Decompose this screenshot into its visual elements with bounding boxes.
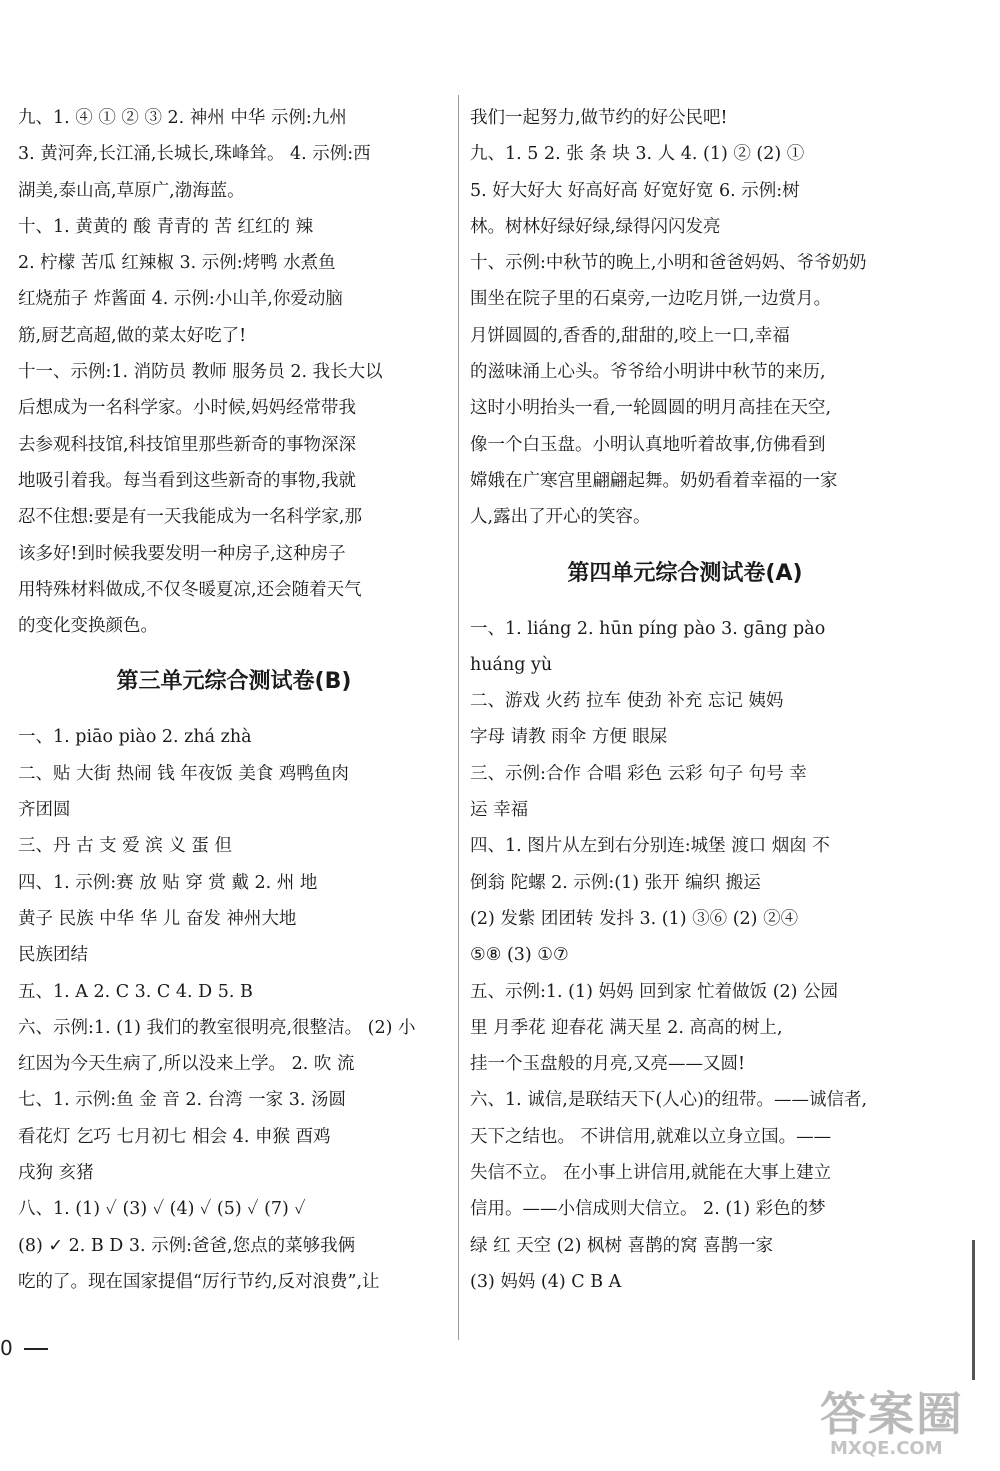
left-column	[18, 100, 450, 1300]
answer-line: 筋,厨艺高超,做的菜太好吃了!	[18, 325, 247, 346]
answer-line: 三、丹 古 支 爱 滨 义 蛋 但	[18, 836, 232, 857]
answer-line: 的变化变换颜色。	[18, 616, 158, 637]
answer-line: 挂一个玉盘般的月亮,又亮——又圆!	[470, 1054, 746, 1075]
answer-line: (2) 发紫 团团转 发抖 3. (1) ③⑥ (2) ②④	[470, 908, 799, 929]
answer-line: 看花灯 乞巧 七月初七 相会 4. 申猴 酉鸡	[18, 1126, 331, 1147]
answer-line: 倒翁 陀螺 2. 示例:(1) 张开 编织 搬运	[470, 872, 761, 893]
section-heading: 第三单元综合测试卷(B)	[116, 669, 352, 695]
answer-line: 一、1. piāo piào 2. zhá zhà	[18, 727, 252, 748]
answer-line: 六、1. 诚信,是联结天下(人心)的纽带。——诚信者,	[470, 1090, 868, 1111]
answer-line: 五、示例:1. (1) 妈妈 回到家 忙着做饭 (2) 公园	[470, 981, 839, 1002]
answer-line: 运 幸福	[470, 800, 529, 821]
page-number-rule	[24, 1348, 48, 1350]
answer-line: 七、1. 示例:鱼 金 音 2. 台湾 一家 3. 汤圆	[18, 1090, 346, 1111]
answer-line: 黄子 民族 中华 华 儿 奋发 神州大地	[18, 908, 297, 929]
answer-line: 2. 柠檬 苦瓜 红辣椒 3. 示例:烤鸭 水煮鱼	[18, 253, 336, 274]
answer-line: 二、贴 大街 热闹 钱 年夜饭 美食 鸡鸭鱼肉	[18, 763, 349, 784]
answer-line: 的滋味涌上心头。爷爷给小明讲中秋节的来历,	[470, 362, 826, 383]
answer-line: (3) 妈妈 (4) C B A	[470, 1271, 622, 1292]
right-column	[470, 100, 900, 1300]
column-divider	[458, 95, 459, 1340]
answer-line: 字母 请教 雨伞 方便 眼屎	[470, 727, 668, 748]
watermark-logo: 答案圈	[820, 1387, 964, 1441]
answer-line: 后想成为一名科学家。小时候,妈妈经常带我	[18, 398, 357, 419]
answer-line: 林。树林好绿好绿,绿得闪闪发亮	[470, 216, 721, 237]
answer-line: 红因为今天生病了,所以没来上学。 2. 吹 流	[18, 1054, 355, 1075]
answer-line: 3. 黄河奔,长江涌,长城长,珠峰耸。 4. 示例:西	[18, 144, 371, 165]
answer-line: 天下之结也。 不讲信用,就难以立身立国。——	[470, 1126, 832, 1147]
answer-line: 去参观科技馆,科技馆里那些新奇的事物深深	[18, 434, 357, 455]
answer-line: 民族团结	[18, 945, 88, 966]
answer-line: 红烧茄子 炸酱面 4. 示例:小山羊,你爱动脑	[18, 289, 343, 310]
answer-line: 信用。——小信成则大信立。 2. (1) 彩色的梦	[470, 1199, 826, 1220]
answer-line: 这时小明抬头一看,一轮圆圆的明月高挂在天空,	[470, 398, 832, 419]
answer-line: 绿 红 天空 (2) 枫树 喜鹊的窝 喜鹊一家	[470, 1235, 774, 1256]
watermark-url: MXQE.COM	[830, 1438, 943, 1459]
answer-line: 5. 好大好大 好高好高 好宽好宽 6. 示例:树	[470, 180, 800, 201]
answer-line: 十、1. 黄黄的 酸 青青的 苦 红红的 辣	[18, 216, 314, 237]
answer-line: 齐团圆	[18, 800, 71, 821]
answer-line: 人,露出了开心的笑容。	[470, 507, 651, 528]
answer-line: 围坐在院子里的石桌旁,一边吃月饼,一边赏月。	[470, 289, 832, 310]
answer-line: 用特殊材料做成,不仅冬暖夏凉,还会随着天气	[18, 579, 362, 600]
answer-line: 像一个白玉盘。小明认真地听着故事,仿佛看到	[470, 434, 826, 455]
answer-line: 二、游戏 火药 拉车 使劲 补充 忘记 姨妈	[470, 691, 784, 712]
answer-line: 嫦娥在广寒宫里翩翩起舞。奶奶看着幸福的一家	[470, 470, 838, 491]
answer-line: 十、示例:中秋节的晚上,小明和爸爸妈妈、爷爷奶奶	[470, 253, 867, 274]
answer-line: 我们一起努力,做节约的好公民吧!	[470, 108, 728, 128]
answer-line: 湖美,泰山高,草原广,渤海蓝。	[18, 180, 245, 201]
answer-line: 月饼圆圆的,香香的,甜甜的,咬上一口,幸福	[470, 325, 790, 346]
answer-line: (8) ✓ 2. B D 3. 示例:爸爸,您点的菜够我俩	[18, 1235, 356, 1256]
answer-line: 四、1. 示例:赛 放 贴 穿 赏 戴 2. 州 地	[18, 872, 318, 893]
answer-line: 该多好!到时候我要发明一种房子,这种房子	[18, 543, 346, 564]
answer-line: 一、1. liáng 2. hūn píng pào 3. gāng pào	[470, 618, 826, 639]
answer-line: huáng yù	[470, 654, 553, 675]
page-edge-mark	[972, 1240, 975, 1380]
answer-line: ⑤⑧ (3) ①⑦	[470, 945, 569, 966]
answer-line: 四、1. 图片从左到右分别连:城堡 渡口 烟囱 不	[470, 836, 830, 857]
answer-line: 十一、示例:1. 消防员 教师 服务员 2. 我长大以	[18, 362, 383, 383]
answer-line: 九、1. 5 2. 张 条 块 3. 人 4. (1) ② (2) ①	[470, 144, 805, 165]
answer-line: 三、示例:合作 合唱 彩色 云彩 句子 句号 幸	[470, 763, 807, 784]
answer-line: 戌狗 亥猪	[18, 1163, 94, 1184]
answer-line: 地吸引着我。每当看到这些新奇的事物,我就	[18, 470, 357, 491]
answer-line: 六、示例:1. (1) 我们的教室很明亮,很整洁。 (2) 小	[18, 1017, 416, 1038]
watermark	[810, 1378, 995, 1468]
answer-line: 里 月季花 迎春花 满天星 2. 高高的树上,	[470, 1017, 783, 1038]
answer-line: 九、1. ④ ① ② ③ 2. 神州 中华 示例:九州	[18, 108, 347, 128]
section-heading: 第四单元综合测试卷(A)	[567, 560, 803, 586]
answer-line: 失信不立。 在小事上讲信用,就能在大事上建立	[470, 1163, 832, 1184]
answer-line: 忍不住想:要是有一天我能成为一名科学家,那	[18, 507, 362, 528]
answer-line: 八、1. (1) ✓ (3) ✓ (4) ✓ (5) ✓ (7) ✓	[18, 1199, 306, 1220]
answer-line: 五、1. A 2. C 3. C 4. D 5. B	[18, 981, 253, 1002]
page-number: 0	[0, 1336, 13, 1360]
answer-line: 吃的了。现在国家提倡“厉行节约,反对浪费”,让	[18, 1271, 380, 1292]
